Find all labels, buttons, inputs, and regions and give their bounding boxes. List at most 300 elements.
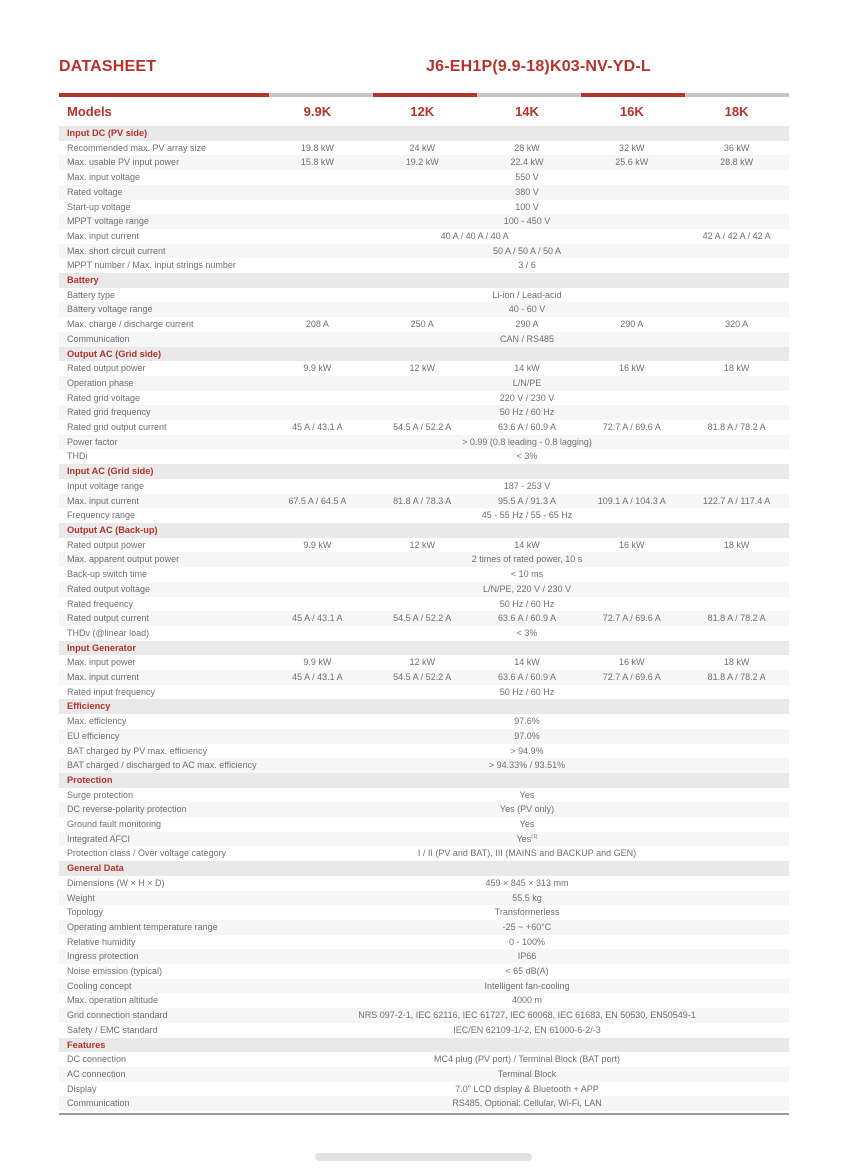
- spec-value: [265, 141, 370, 156]
- spec-value-text: Yes: [519, 819, 535, 830]
- spec-row: [59, 185, 789, 200]
- section-title: Output AC (Back-up): [59, 523, 789, 538]
- spec-value-text: 0 - 100%: [508, 936, 546, 947]
- spec-label: Operating ambient temperature range: [59, 920, 265, 935]
- spec-row: [59, 552, 789, 567]
- spec-label: BAT charged by PV max. efficiency: [59, 744, 265, 759]
- spec-row: [59, 449, 789, 464]
- spec-row: [59, 1023, 789, 1038]
- spec-value: [265, 611, 370, 626]
- spec-value: [684, 361, 789, 376]
- spec-value: [265, 817, 789, 832]
- spec-label: Relative humidity: [59, 935, 265, 950]
- spec-value: [475, 155, 580, 170]
- spec-value-text: < 3%: [516, 627, 538, 638]
- spec-value-text: 55.5 kg: [512, 892, 542, 903]
- spec-label: Rated output power: [59, 361, 265, 376]
- spec-value: [265, 1023, 789, 1038]
- spec-value: [265, 788, 789, 803]
- spec-value-text: 18 kW: [723, 539, 750, 550]
- spec-value-text: 36 kW: [723, 142, 750, 153]
- spec-value-text: 97.6%: [514, 716, 540, 727]
- spec-label: Cooling concept: [59, 979, 265, 994]
- spec-value: [265, 538, 370, 553]
- spec-value: [684, 155, 789, 170]
- spec-value-text: 16 kW: [619, 539, 645, 550]
- spec-label: Rated grid output current: [59, 420, 265, 435]
- spec-row: [59, 567, 789, 582]
- spec-value: [370, 361, 475, 376]
- spec-value-text: 14 kW: [514, 539, 540, 550]
- spec-label: Grid connection standard: [59, 1008, 265, 1023]
- spec-label: Rated output voltage: [59, 582, 265, 597]
- spec-row: [59, 200, 789, 215]
- spec-value: [265, 185, 789, 200]
- spec-row: [59, 405, 789, 420]
- spec-value: [265, 744, 789, 759]
- model-column-header: 16K: [579, 97, 684, 126]
- spec-value: [579, 420, 684, 435]
- spec-value-text: Terminal Block: [497, 1069, 557, 1079]
- spec-value: [579, 317, 684, 332]
- spec-row: [59, 494, 789, 509]
- spec-value: [265, 979, 789, 994]
- spec-value: [265, 1052, 789, 1067]
- spec-value-text: 81.8 A / 78.3 A: [393, 495, 452, 506]
- spec-value-text: 19.2 kW: [405, 157, 439, 168]
- spec-row: [59, 420, 789, 435]
- model-column-header: 18K: [684, 97, 789, 126]
- spec-row: [59, 949, 789, 964]
- spec-label: Back-up switch time: [59, 567, 265, 582]
- spec-value-text: 45 A / 43.1 A: [292, 422, 343, 433]
- spec-row: [59, 582, 789, 597]
- spec-value: [370, 670, 475, 685]
- spec-value-text: 72.7 A / 69.6 A: [602, 672, 661, 683]
- section-header-row: [59, 699, 789, 714]
- spec-label: AC connection: [59, 1067, 265, 1082]
- section-header-row: [59, 861, 789, 876]
- spec-value-text: 50 Hz / 60 Hz: [499, 407, 555, 418]
- spec-label: Rated frequency: [59, 597, 265, 612]
- spec-value: [370, 141, 475, 156]
- spec-value-text: 67.5 A / 64.5 A: [288, 495, 347, 506]
- spec-value-text: 15.8 kW: [300, 157, 334, 168]
- spec-value: [684, 420, 789, 435]
- spec-value-text: 12 kW: [409, 657, 435, 668]
- spec-value-text: 12 kW: [409, 363, 435, 374]
- spec-label: Rated output current: [59, 611, 265, 626]
- footnote-marker: (1): [531, 833, 538, 840]
- spec-value-text: IP66: [517, 951, 537, 962]
- spec-label: DC connection: [59, 1052, 265, 1067]
- spec-row: [59, 670, 789, 685]
- spec-value: [265, 288, 789, 303]
- spec-value: [265, 1008, 789, 1023]
- spec-value-text: 97.0%: [514, 730, 540, 741]
- spec-value-text: 50 A / 50 A / 50 A: [492, 245, 562, 256]
- section-header-row: [59, 641, 789, 656]
- spec-row: [59, 538, 789, 553]
- spec-value-text: 72.7 A / 69.6 A: [602, 422, 661, 433]
- spec-label: Integrated AFCI: [59, 832, 265, 847]
- spec-row: [59, 1067, 789, 1082]
- spec-value: [370, 538, 475, 553]
- spec-row: [59, 361, 789, 376]
- spec-label: Protection class / Over voltage category: [59, 846, 265, 861]
- spec-value-text: 63.6 A / 60.9 A: [497, 613, 557, 624]
- spec-row: [59, 802, 789, 817]
- spec-row: [59, 302, 789, 317]
- spec-value: [265, 552, 789, 567]
- spec-value-text: 45 A / 43.1 A: [292, 672, 343, 683]
- spec-value: [265, 832, 789, 847]
- spec-value-text: 220 V / 230 V: [499, 392, 555, 403]
- section-title: Efficiency: [59, 699, 789, 714]
- spec-value: [475, 611, 580, 626]
- spec-value-text: 18 kW: [723, 657, 750, 668]
- spec-label: Max. input current: [59, 494, 265, 509]
- spec-value-text: 22.4 kW: [510, 157, 544, 168]
- spec-value-text: 54.5 A / 52.2 A: [393, 613, 452, 624]
- table-bottom-rule: [59, 1113, 789, 1115]
- spec-label: Input voltage range: [59, 479, 265, 494]
- spec-value: [475, 420, 580, 435]
- spec-row: [59, 611, 789, 626]
- spec-label: Frequency range: [59, 508, 265, 523]
- spec-row: [59, 376, 789, 391]
- spec-value: [475, 141, 580, 156]
- section-title: Input DC (PV side): [59, 126, 789, 141]
- spec-value-text: 122.7 A / 117.4 A: [702, 495, 771, 506]
- spec-row: [59, 979, 789, 994]
- spec-row: [59, 817, 789, 832]
- spec-value-text: 63.6 A / 60.9 A: [497, 672, 557, 683]
- spec-value: [475, 361, 580, 376]
- section-header-row: [59, 347, 789, 362]
- spec-value-text: 100 - 450 V: [503, 216, 551, 227]
- spec-value-text: RS485, Optional: Cellular, Wi-Fi, LAN: [452, 1098, 602, 1109]
- spec-value-text: Li-ion / Lead-acid: [492, 289, 562, 300]
- spec-value: [684, 538, 789, 553]
- spec-label: EU efficiency: [59, 729, 265, 744]
- model-column-header: 9.9K: [265, 97, 370, 126]
- spec-value: [475, 538, 580, 553]
- spec-value: [265, 508, 789, 523]
- model-column-header: 12K: [370, 97, 475, 126]
- section-header-row: [59, 464, 789, 479]
- spec-value-text: 459 × 845 × 313 mm: [485, 877, 569, 888]
- spec-label: THDv (@linear load): [59, 626, 265, 641]
- spec-value-text: -25 ~ +60°C: [502, 921, 552, 932]
- models-label: Models: [59, 97, 265, 126]
- spec-row: [59, 391, 789, 406]
- spec-label: Max. operation altitude: [59, 993, 265, 1008]
- spec-label: Operation phase: [59, 376, 265, 391]
- spec-value: [265, 214, 789, 229]
- spec-value-text: 40 A / 40 A / 40 A: [440, 230, 509, 241]
- spec-value-text: 72.7 A / 69.6 A: [602, 613, 661, 624]
- section-header-row: [59, 773, 789, 788]
- spec-row: [59, 685, 789, 700]
- spec-value: [265, 670, 370, 685]
- spec-value: [265, 244, 789, 259]
- spec-value-text: L/N/PE: [512, 377, 542, 388]
- spec-value-text: IEC/EN 62109-1/-2, EN 61000-6-2/-3: [453, 1024, 601, 1035]
- spec-label: Communication: [59, 1096, 265, 1111]
- spec-label: Display: [59, 1082, 265, 1097]
- spec-value-text: Yes (PV only): [499, 804, 555, 815]
- spec-value: [265, 435, 789, 450]
- section-title: Output AC (Grid side): [59, 347, 789, 362]
- spec-value: [265, 1096, 789, 1111]
- spec-value: [265, 155, 370, 170]
- spec-value-text: 250 A: [410, 319, 434, 330]
- spec-value-text: 9.9 kW: [303, 363, 332, 374]
- spec-value-text: 550 V: [515, 172, 539, 183]
- spec-value: [265, 361, 370, 376]
- spec-label: DC reverse-polarity protection: [59, 802, 265, 817]
- spec-value-text: 19.8 kW: [300, 142, 334, 153]
- spec-row: [59, 332, 789, 347]
- spec-value: [370, 317, 475, 332]
- spec-value-text: I / II (PV and BAT), III (MAINS and BACKUP and GEN): [417, 848, 637, 859]
- spec-row: [59, 155, 789, 170]
- section-header-row: [59, 126, 789, 141]
- spec-value-text: 16 kW: [619, 657, 645, 668]
- spec-value: [265, 1082, 789, 1097]
- spec-value-text: > 0.99 (0.8 leading - 0.8 lagging): [462, 436, 592, 447]
- spec-label: Noise emission (typical): [59, 964, 265, 979]
- spec-value: [475, 494, 580, 509]
- spec-value-text: > 94.9%: [510, 745, 544, 756]
- spec-value: [265, 993, 789, 1008]
- spec-row: [59, 1008, 789, 1023]
- spec-value: [265, 200, 789, 215]
- spec-value-text: < 65 dB(A): [505, 966, 549, 977]
- spec-label: Max. input voltage: [59, 170, 265, 185]
- spec-value-text: 4000 m: [511, 995, 543, 1006]
- spec-label: Rated grid voltage: [59, 391, 265, 406]
- spec-row: [59, 288, 789, 303]
- spec-value: [265, 626, 789, 641]
- spec-value-text: 28.8 kW: [720, 157, 754, 168]
- spec-value: [579, 155, 684, 170]
- spec-value-text: 63.6 A / 60.9 A: [497, 422, 557, 433]
- spec-value-text: L/N/PE, 220 V / 230 V: [482, 583, 572, 594]
- spec-value: [579, 141, 684, 156]
- spec-label: Max. apparent output power: [59, 552, 265, 567]
- spec-row: [59, 258, 789, 273]
- spec-label: Max. input power: [59, 655, 265, 670]
- spec-row: [59, 1082, 789, 1097]
- spec-value-text: 54.5 A / 52.2 A: [393, 422, 452, 433]
- spec-label: Weight: [59, 891, 265, 906]
- spec-value: [265, 920, 789, 935]
- spec-value-text: MC4 plug (PV port) / Terminal Block (BAT port): [433, 1054, 621, 1065]
- spec-value-text: 100 V: [515, 201, 539, 212]
- spec-value: [265, 802, 789, 817]
- spec-label: Communication: [59, 332, 265, 347]
- spec-row: [59, 1052, 789, 1067]
- model-name: J6-EH1P(9.9-18)K03-NV-YD-L: [426, 58, 651, 75]
- spec-row: [59, 626, 789, 641]
- spec-value-text: 7.0" LCD display & Bluetooth + APP: [455, 1083, 599, 1094]
- spec-row: [59, 317, 789, 332]
- spec-value-text: Transformerless: [494, 907, 560, 918]
- spec-value: [370, 494, 475, 509]
- spec-label: Ingress protection: [59, 949, 265, 964]
- spec-value: [265, 597, 789, 612]
- spec-row: [59, 935, 789, 950]
- datasheet-title: DATASHEET: [59, 58, 157, 75]
- spec-value: [265, 1067, 789, 1082]
- spec-row: [59, 846, 789, 861]
- spec-value: [265, 655, 370, 670]
- spec-value: [684, 611, 789, 626]
- spec-value-text: NRS 097-2-1, IEC 62116, IEC 61727, IEC 60068, IEC 61683, EN 50530, EN50549-1: [358, 1010, 696, 1021]
- spec-value: [265, 567, 789, 582]
- spec-label: MPPT voltage range: [59, 214, 265, 229]
- section-title: Protection: [59, 773, 789, 788]
- spec-label: Rated input frequency: [59, 685, 265, 700]
- spec-value-text: 45 A / 43.1 A: [292, 613, 343, 624]
- section-title: Features: [59, 1038, 789, 1053]
- spec-value: [475, 317, 580, 332]
- spec-label: Max. charge / discharge current: [59, 317, 265, 332]
- spec-value-text: 24 kW: [409, 142, 435, 153]
- spec-label: Rated output power: [59, 538, 265, 553]
- spec-value-text: 187 - 253 V: [503, 480, 551, 491]
- section-title: Input Generator: [59, 641, 789, 656]
- spec-value-text: CAN / RS485: [499, 333, 555, 344]
- spec-value-text: 109.1 A / 104.3 A: [597, 495, 666, 506]
- spec-value: [684, 494, 789, 509]
- spec-value-text: 50 Hz / 60 Hz: [499, 598, 555, 609]
- spec-row: [59, 920, 789, 935]
- spec-row: [59, 788, 789, 803]
- spec-value: [265, 302, 789, 317]
- spec-label: Recommended max. PV array size: [59, 141, 265, 156]
- spec-label: Topology: [59, 905, 265, 920]
- spec-value-text: > 94.33% / 93.51%: [488, 760, 566, 771]
- spec-value-text: 9.9 kW: [303, 657, 332, 668]
- spec-value-text: < 10 ms: [510, 569, 544, 580]
- spec-value: [684, 670, 789, 685]
- spec-label: Battery type: [59, 288, 265, 303]
- spec-value: [475, 670, 580, 685]
- spec-row: [59, 597, 789, 612]
- spec-label: Rated voltage: [59, 185, 265, 200]
- spec-value-text: Yes: [516, 833, 532, 844]
- horizontal-scrollbar[interactable]: [315, 1153, 532, 1161]
- spec-value: [684, 229, 789, 244]
- spec-row: [59, 964, 789, 979]
- spec-label: Ground fault monitoring: [59, 817, 265, 832]
- spec-row: [59, 435, 789, 450]
- spec-row: [59, 832, 789, 847]
- spec-label: Rated grid frequency: [59, 405, 265, 420]
- spec-value-text: 3 / 6: [518, 260, 536, 271]
- spec-value: [265, 258, 789, 273]
- spec-value-text: 54.5 A / 52.2 A: [393, 672, 452, 683]
- models-header-row: [59, 97, 789, 126]
- spec-value: [265, 714, 789, 729]
- spec-value: [265, 758, 789, 773]
- spec-label: Max. usable PV input power: [59, 155, 265, 170]
- spec-value-text: 12 kW: [409, 539, 435, 550]
- spec-row: [59, 729, 789, 744]
- spec-row: [59, 170, 789, 185]
- spec-value: [265, 317, 370, 332]
- spec-value: [265, 949, 789, 964]
- spec-label: BAT charged / discharged to AC max. efficiency: [59, 758, 265, 773]
- spec-value: [684, 141, 789, 156]
- spec-value-text: 40 - 60 V: [508, 304, 546, 315]
- spec-label: Max. input current: [59, 670, 265, 685]
- spec-value: [370, 420, 475, 435]
- section-title: Battery: [59, 273, 789, 288]
- spec-value: [265, 891, 789, 906]
- spec-row: [59, 229, 789, 244]
- spec-table: [59, 97, 789, 1111]
- spec-value: [265, 729, 789, 744]
- model-column-header: 14K: [475, 97, 580, 126]
- spec-value-text: Intelligent fan-cooling: [484, 980, 570, 991]
- spec-value: [370, 611, 475, 626]
- spec-value: [265, 405, 789, 420]
- spec-value: [265, 846, 789, 861]
- spec-row: [59, 244, 789, 259]
- spec-value-text: 95.5 A / 91.3 A: [497, 495, 557, 506]
- spec-row: [59, 993, 789, 1008]
- spec-value: [684, 655, 789, 670]
- spec-value-text: 14 kW: [514, 657, 540, 668]
- spec-value-text: 81.8 A / 78.2 A: [707, 613, 766, 624]
- spec-value: [579, 611, 684, 626]
- spec-row: [59, 876, 789, 891]
- spec-value: [579, 670, 684, 685]
- spec-label: Power factor: [59, 435, 265, 450]
- spec-value: [265, 876, 789, 891]
- spec-value: [265, 494, 370, 509]
- spec-row: [59, 508, 789, 523]
- spec-value-text: 32 kW: [619, 142, 645, 153]
- spec-label: Surge protection: [59, 788, 265, 803]
- spec-label: Max. input current: [59, 229, 265, 244]
- spec-value-text: 380 V: [515, 186, 539, 197]
- section-title: Input AC (Grid side): [59, 464, 789, 479]
- spec-value: [265, 376, 789, 391]
- spec-value: [265, 229, 684, 244]
- spec-label: MPPT number / Max. input strings number: [59, 258, 265, 273]
- spec-row: [59, 744, 789, 759]
- spec-label: Safety / EMC standard: [59, 1023, 265, 1038]
- spec-value: [265, 685, 789, 700]
- spec-value-text: 18 kW: [723, 363, 750, 374]
- spec-value-text: 50 Hz / 60 Hz: [499, 686, 555, 697]
- spec-row: [59, 891, 789, 906]
- spec-label: Max. efficiency: [59, 714, 265, 729]
- spec-value-text: 290 A: [620, 319, 644, 330]
- spec-value-text: 320 A: [725, 319, 749, 330]
- spec-value-text: Yes: [519, 789, 535, 800]
- spec-value: [265, 170, 789, 185]
- spec-value: [265, 964, 789, 979]
- spec-row: [59, 214, 789, 229]
- section-header-row: [59, 1038, 789, 1053]
- spec-value-text: 81.8 A / 78.2 A: [707, 672, 766, 683]
